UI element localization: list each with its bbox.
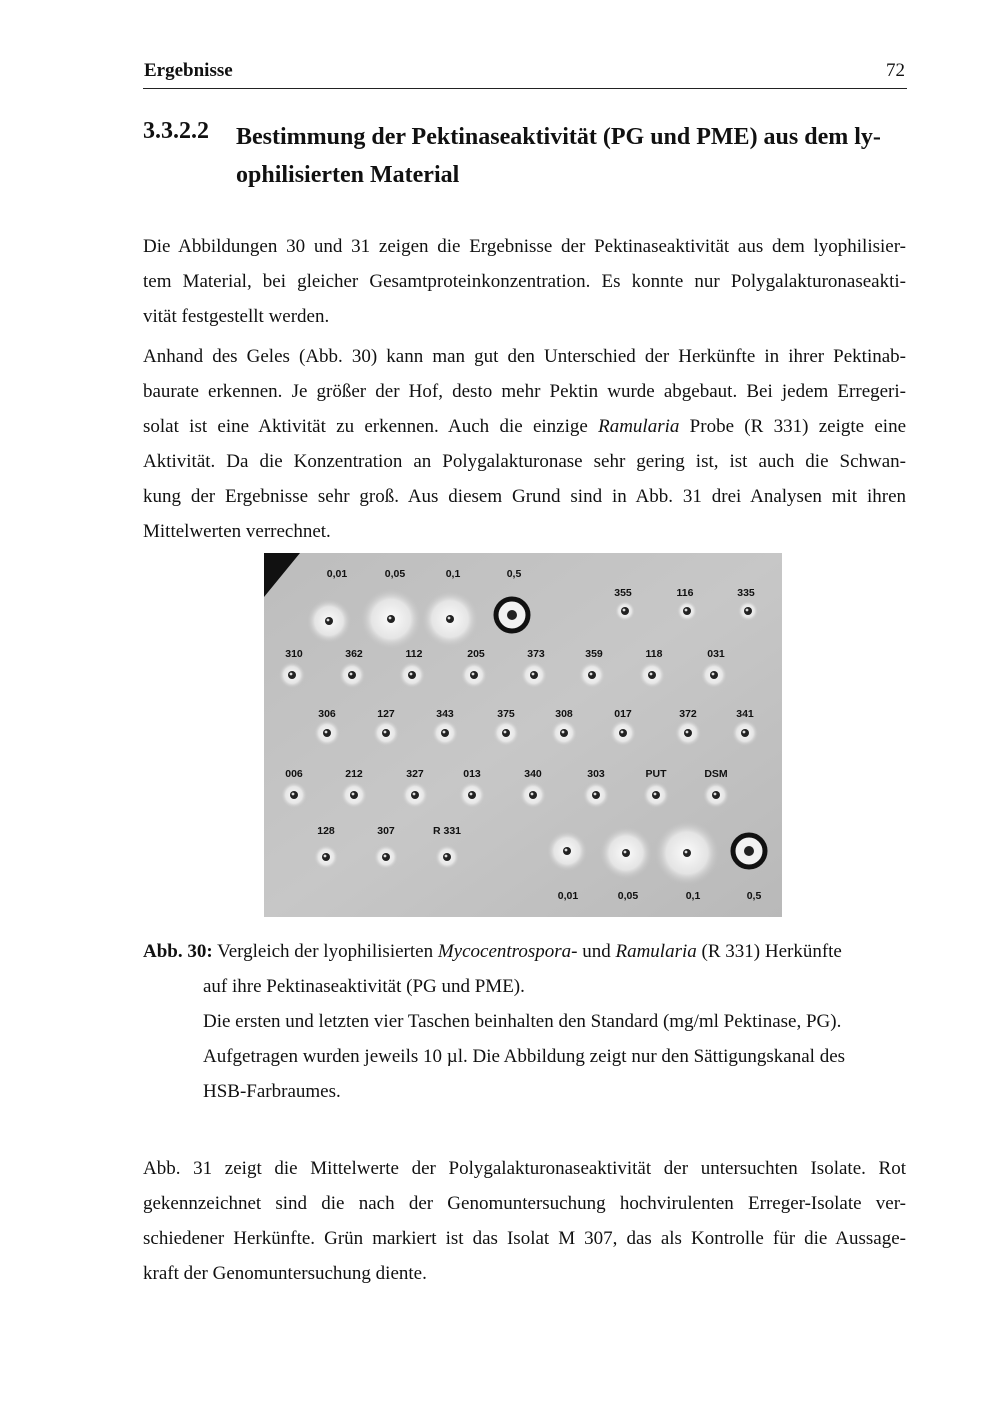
well-highlight <box>746 609 749 612</box>
well-highlight <box>384 855 387 858</box>
well-label: 308 <box>555 708 573 720</box>
paragraph-2-line: Aktivität. Da die Konzentration an Polygalakturonase sehr gering ist, ist auch die Schwan- <box>143 451 906 472</box>
well-highlight <box>685 609 688 612</box>
well-hole <box>382 853 390 861</box>
well-highlight <box>389 617 392 620</box>
well-highlight <box>621 731 624 734</box>
well-highlight <box>714 793 717 796</box>
taxon-name: Ramularia <box>615 941 697 962</box>
well-hole <box>684 729 692 737</box>
well-hole <box>387 615 395 623</box>
well-highlight <box>624 851 627 854</box>
well-highlight <box>650 673 653 676</box>
text-run: solat ist eine Aktivität zu erkennen. Auch die einzige <box>143 416 599 437</box>
well-highlight <box>290 673 293 676</box>
well-label: 359 <box>585 648 603 660</box>
well-label: DSM <box>704 768 728 780</box>
well-label: 355 <box>614 587 632 599</box>
well-hole <box>710 671 718 679</box>
well-highlight <box>324 855 327 858</box>
well-hole <box>323 729 331 737</box>
well-hole <box>588 671 596 679</box>
well-label: 375 <box>497 708 515 720</box>
taxon-name: Mycocentrospora <box>437 941 572 962</box>
well-highlight <box>504 731 507 734</box>
well-hole <box>744 607 752 615</box>
well-highlight <box>712 673 715 676</box>
paragraph-3-line: Abb. 31 zeigt die Mittelwerte der Polygalakturonaseaktivität der untersuchten Isolate. Rot <box>143 1158 906 1179</box>
well-highlight <box>384 731 387 734</box>
well-highlight <box>352 793 355 796</box>
well-hole <box>560 729 568 737</box>
well-label: 0,01 <box>557 890 579 902</box>
well-hole <box>741 729 749 737</box>
well-label: 0,05 <box>617 890 639 902</box>
well-hole <box>290 791 298 799</box>
well-label: 205 <box>467 648 485 660</box>
well-label: PUT <box>645 768 667 780</box>
well-hole <box>648 671 656 679</box>
well-highlight <box>443 731 446 734</box>
well-hole <box>322 853 330 861</box>
paragraph-2-line: kung der Ergebnisse sehr groß. Aus diesem Grund sind in Abb. 31 drei Analysen mit ihren <box>143 486 906 507</box>
text-run: - und <box>571 941 616 962</box>
well-label: 118 <box>645 648 663 660</box>
paragraph-1 <box>143 229 906 334</box>
well-hole <box>683 607 691 615</box>
well-hole <box>622 849 630 857</box>
well-label: 307 <box>377 825 395 837</box>
well-hole <box>470 671 478 679</box>
well-hole <box>325 617 333 625</box>
well-hole <box>744 846 754 856</box>
well-hole <box>443 853 451 861</box>
well-label: 343 <box>436 708 454 720</box>
well-highlight <box>413 793 416 796</box>
well-label: 310 <box>285 648 303 660</box>
well-highlight <box>743 731 746 734</box>
well-label: 006 <box>285 768 303 780</box>
well-label: 0,5 <box>746 890 762 902</box>
section-number: 3.3.2.2 <box>143 118 209 144</box>
well-highlight <box>590 673 593 676</box>
paragraph-2-line <box>143 409 906 444</box>
text-run: (R 331) Herkünfte <box>696 941 842 962</box>
well-label: 128 <box>317 825 335 837</box>
paragraph-2-line: baurate erkennen. Je größer der Hof, desto mehr Pektin wurde abgebaut. Bei jedem Erregeri- <box>143 381 906 402</box>
well-hole <box>468 791 476 799</box>
well-hole <box>712 791 720 799</box>
well-label: 0,1 <box>685 890 701 902</box>
running-header-section: Ergebnisse <box>144 60 233 81</box>
paragraph-3-line: kraft der Genomuntersuchung diente. <box>143 1263 427 1284</box>
well-hole <box>619 729 627 737</box>
well-highlight <box>472 673 475 676</box>
well-highlight <box>531 793 534 796</box>
well-highlight <box>292 793 295 796</box>
well-hole <box>348 671 356 679</box>
well-hole <box>683 849 691 857</box>
well-highlight <box>686 731 689 734</box>
well-label: 112 <box>405 648 423 660</box>
well-highlight <box>654 793 657 796</box>
well-hole <box>441 729 449 737</box>
section-title-line1: Bestimmung der Pektinaseaktivität (PG und PME) aus dem ly- <box>236 124 881 150</box>
well-label: 0,5 <box>506 568 522 580</box>
well-hole <box>288 671 296 679</box>
well-hole <box>502 729 510 737</box>
paragraph-1-line: vität festgestellt werden. <box>143 306 330 327</box>
well-label: 340 <box>524 768 542 780</box>
well-label: 031 <box>707 648 725 660</box>
caption-line: HSB-Farbraumes. <box>203 1081 341 1102</box>
well-highlight <box>410 673 413 676</box>
well-label: 0,05 <box>384 568 406 580</box>
well-label: 306 <box>318 708 336 720</box>
well-label: 303 <box>587 768 605 780</box>
well-hole <box>592 791 600 799</box>
paragraph-2-line: Anhand des Geles (Abb. 30) kann man gut den Unterschied der Herkünfte in ihrer Pektinab- <box>143 346 906 367</box>
well-hole <box>411 791 419 799</box>
well-hole <box>621 607 629 615</box>
well-hole <box>529 791 537 799</box>
well-hole <box>408 671 416 679</box>
paragraph-2 <box>143 339 906 549</box>
paragraph-1-line: Die Abbildungen 30 und 31 zeigen die Ergebnisse der Pektinaseaktivität aus dem lyophilisier- <box>143 236 906 257</box>
well-highlight <box>448 617 451 620</box>
caption-line: Aufgetragen wurden jeweils 10 µl. Die Abbildung zeigt nur den Sättigungskanal des <box>203 1046 846 1067</box>
well-label: 127 <box>377 708 395 720</box>
paragraph-3-line: schiedener Herkünfte. Grün markiert ist das Isolat M 307, das als Kontrolle für die Aussage- <box>143 1228 906 1249</box>
well-highlight <box>325 731 328 734</box>
gel-figure <box>264 553 782 917</box>
well-label: 335 <box>737 587 755 599</box>
well-highlight <box>685 851 688 854</box>
well-label: 372 <box>679 708 697 720</box>
well-hole <box>446 615 454 623</box>
text-run: Vergleich der lyophilisierten <box>212 941 438 962</box>
well-hole <box>382 729 390 737</box>
taxon-name: Ramularia <box>598 416 680 437</box>
section-title <box>236 118 906 194</box>
well-label: 212 <box>345 768 363 780</box>
well-label: 013 <box>463 768 481 780</box>
well-highlight <box>565 849 568 852</box>
well-highlight <box>623 609 626 612</box>
well-highlight <box>445 855 448 858</box>
well-highlight <box>594 793 597 796</box>
well-label: 017 <box>614 708 632 720</box>
caption-line: auf ihre Pektinaseaktivität (PG und PME). <box>203 976 525 997</box>
well-hole <box>652 791 660 799</box>
well-label: R 331 <box>432 825 462 837</box>
paragraph-3 <box>143 1151 906 1291</box>
paragraph-2-line: Mittelwerten verrechnet. <box>143 521 331 542</box>
well-label: 341 <box>736 708 754 720</box>
page-number: 72 <box>886 60 905 81</box>
well-hole <box>507 610 517 620</box>
text-run: Probe (R 331) zeigte eine <box>679 416 907 437</box>
caption-line <box>143 941 842 962</box>
paragraph-3-line: gekennzeichnet sind die nach der Genomuntersuchung hochvirulenten Erreger-Isolate ver- <box>143 1193 906 1214</box>
well-label: 362 <box>345 648 363 660</box>
caption-label: Abb. 30: <box>143 941 213 962</box>
well-hole <box>563 847 571 855</box>
well-highlight <box>350 673 353 676</box>
caption-line: Die ersten und letzten vier Taschen beinhalten den Standard (mg/ml Pektinase, PG). <box>203 1011 842 1032</box>
section-title-line2: ophilisierten Material <box>236 162 460 188</box>
well-label: 0,01 <box>326 568 348 580</box>
paragraph-1-line: tem Material, bei gleicher Gesamtproteinkonzentration. Es konnte nur Polygalakturonaseakti- <box>143 271 906 292</box>
well-highlight <box>470 793 473 796</box>
well-label: 327 <box>406 768 424 780</box>
figure-caption <box>143 934 913 1109</box>
header-rule <box>143 88 907 89</box>
well-label: 373 <box>527 648 545 660</box>
well-hole <box>350 791 358 799</box>
well-hole <box>530 671 538 679</box>
well-highlight <box>327 619 330 622</box>
well-label: 116 <box>676 587 694 599</box>
well-label: 0,1 <box>445 568 461 580</box>
well-highlight <box>532 673 535 676</box>
well-highlight <box>562 731 565 734</box>
